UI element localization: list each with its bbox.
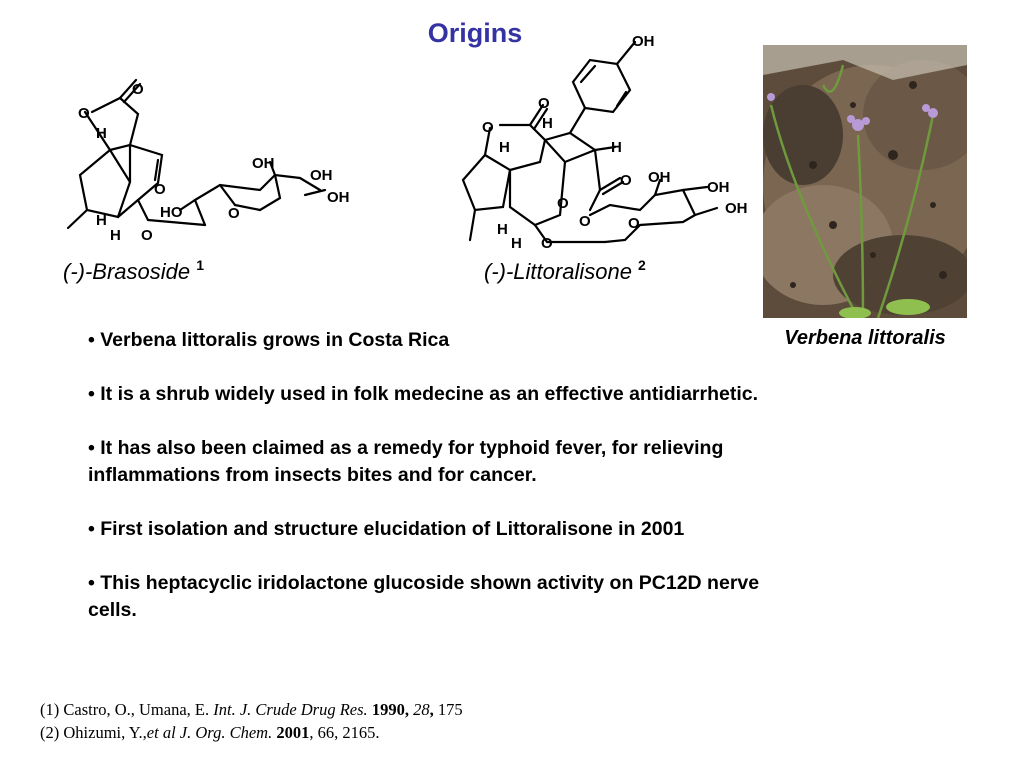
atom-label-o: O xyxy=(538,95,550,112)
verbena-littoralis-photo xyxy=(763,45,967,318)
atom-label-o: O xyxy=(141,227,153,244)
reference-journal: et al J. Org. Chem. xyxy=(146,723,273,742)
atom-label-h: H xyxy=(499,139,510,156)
reference-number: (1) xyxy=(40,700,64,719)
reference-number: (2) xyxy=(40,723,64,742)
reference-pages: 2165. xyxy=(338,723,380,742)
atom-label-o: O xyxy=(620,172,632,189)
reference-volume: , 66, xyxy=(309,723,339,742)
atom-label-oh: OH xyxy=(632,33,655,50)
atom-label-o: O xyxy=(132,81,144,98)
photo-caption: Verbena littoralis xyxy=(784,327,946,349)
atom-label-oh: OH xyxy=(310,167,333,184)
reference-item xyxy=(40,721,463,744)
bullet-item: • Verbena littoralis grows in Costa Rica xyxy=(88,329,450,351)
compound-name-littoralisone xyxy=(484,257,646,285)
reference-volume: 28 xyxy=(408,700,430,719)
atom-label-o: O xyxy=(78,105,90,122)
atom-label-o: O xyxy=(228,205,240,222)
slide-title: Origins xyxy=(427,18,523,48)
compound-ref-number: 1 xyxy=(196,257,205,273)
bullet-item: • It has also been claimed as a remedy for typhoid fever, for relieving inflammations from insects bites and for cancer. xyxy=(88,437,724,486)
reference-item xyxy=(40,698,463,721)
compound-name-text: (-)-Littoralisone xyxy=(484,259,639,284)
atom-label-ho: HO xyxy=(160,204,183,221)
reference-year: 2001 xyxy=(272,723,310,742)
bullet-item: • It is a shrub widely used in folk medecine as an effective antidiarrhetic. xyxy=(88,383,759,405)
atom-label-o: O xyxy=(628,215,640,232)
atom-label-h: H xyxy=(511,235,522,252)
atom-label-o: O xyxy=(541,235,553,252)
atom-label-oh: OH xyxy=(725,200,748,217)
bullet-list xyxy=(88,327,768,651)
compound-name-brasoside xyxy=(63,257,204,285)
bullet-item: • First isolation and structure elucidation of Littoralisone in 2001 xyxy=(88,518,685,540)
atom-label-o: O xyxy=(154,181,166,198)
atom-label-oh: OH xyxy=(252,155,275,172)
reference-separator: , xyxy=(429,700,434,719)
bullet-item: • This heptacyclic iridolactone glucoside shown activity on PC12D nerve cells. xyxy=(88,572,760,621)
compound-name-text: (-)-Brasoside xyxy=(63,259,197,284)
reference-pages: 175 xyxy=(433,700,463,719)
reference-journal: Int. J. Crude Drug Res. xyxy=(213,700,368,719)
atom-label-o: O xyxy=(579,213,591,230)
atom-label-oh: OH xyxy=(327,189,350,206)
atom-label-h: H xyxy=(110,227,121,244)
plant-on-rock-image xyxy=(763,45,967,318)
atom-label-h: H xyxy=(497,221,508,238)
references xyxy=(40,698,463,744)
atom-label-h: H xyxy=(611,139,622,156)
atom-label-o: O xyxy=(482,119,494,136)
atom-label-oh: OH xyxy=(648,169,671,186)
atom-label-h: H xyxy=(542,115,553,132)
littoralisone-structure xyxy=(445,30,765,260)
atom-label-h: H xyxy=(96,212,107,229)
reference-year: 1990, xyxy=(367,700,409,719)
reference-authors: Castro, O., Umana, E. xyxy=(63,700,214,719)
atom-label-oh: OH xyxy=(707,179,730,196)
atom-label-o: O xyxy=(557,195,569,212)
brasoside-structure xyxy=(40,70,370,260)
atom-label-h: H xyxy=(96,125,107,142)
littoralisone-atom-labels xyxy=(482,33,748,252)
reference-authors: Ohizumi, Y., xyxy=(63,723,147,742)
compound-ref-number: 2 xyxy=(638,257,646,273)
